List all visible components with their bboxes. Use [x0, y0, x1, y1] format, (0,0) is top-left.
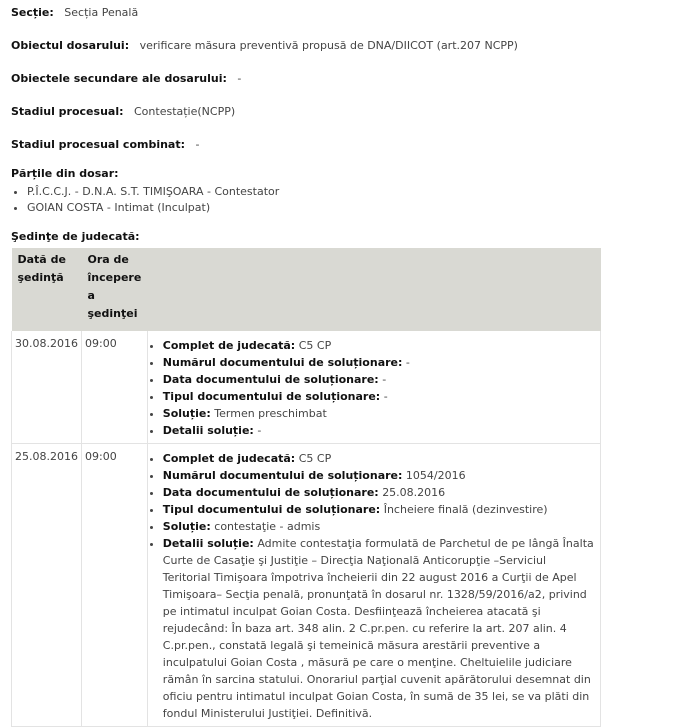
parti-list: [11, 184, 700, 216]
field-label: Obiectul dosarului:: [11, 39, 130, 52]
detail-item: [163, 501, 597, 518]
detail-item: [163, 484, 597, 501]
detail-label: Numărul documentului de soluționare:: [162, 356, 403, 369]
detail-label: Detalii soluție:: [162, 424, 254, 437]
detail-item: [163, 518, 597, 535]
detail-label: Data documentului de soluționare:: [162, 373, 379, 386]
detail-item: [163, 450, 597, 467]
detail-value: Termen preschimbat: [214, 407, 327, 420]
field-label: Stadiul procesual combinat:: [11, 138, 186, 151]
detail-value: -: [257, 424, 262, 437]
cell-data: 25.08.2016: [12, 444, 82, 727]
detail-item: [163, 371, 597, 388]
parti-section: [11, 167, 700, 216]
parte-item: • GOIAN COSTA - Intimat (Inculpat): [27, 200, 700, 216]
detail-label: Detalii soluție:: [162, 537, 254, 550]
details-list: [151, 450, 597, 722]
detail-item: [163, 354, 597, 371]
detail-value: Încheiere finală (dezinvestire): [383, 503, 548, 516]
field-obiecte-secundare: [11, 72, 700, 86]
field-value: Secția Penală: [64, 6, 139, 19]
parte-item: • P.Î.C.C.J. - D.N.A. S.T. TIMIŞOARA - Contestator: [27, 184, 700, 200]
detail-label: Complet de judecată:: [162, 452, 296, 465]
field-stadiul-procesual: [11, 105, 700, 119]
detail-item: [163, 337, 597, 354]
detail-label: Data documentului de soluționare:: [162, 486, 379, 499]
field-value: verificare măsura preventivă propusă de DNA/DIICOT (art.207 NCPP): [139, 39, 518, 52]
detail-label: Tipul documentului de soluționare:: [162, 503, 381, 516]
detail-item: [163, 405, 597, 422]
cell-details: [147, 331, 600, 444]
parti-label: Părțile din dosar:: [11, 167, 119, 180]
detail-label: Complet de judecată:: [162, 339, 296, 352]
cell-ora: 09:00: [82, 331, 148, 444]
detail-label: Tipul documentului de soluționare:: [162, 390, 381, 403]
field-value: Contestație(NCPP): [134, 105, 236, 118]
detail-label: Numărul documentului de soluționare:: [162, 469, 403, 482]
detail-item: [163, 535, 597, 722]
field-obiectul-dosarului: [11, 39, 700, 53]
cell-ora: 09:00: [82, 444, 148, 727]
header-details: [147, 248, 600, 331]
detail-value: Admite contestaţia formulată de Parchetul de pe lângă Înalta Curte de Casaţie şi Justiţie – Direcţia Naţională Anticorupţie –Serviciul Teritorial Timişoara împotriva încheierii din 22 august 2016 a Curţii de Apel Timişoara– Secţia penală, pronunţată în dosarul nr. 1328/59/2016/a2, privind pe intimatul inculpat Goian Costa. Desfiinţează încheierea atacată şi rejudecând: În baza art. 348 alin. 2 C.pr.pen. cu referire la art. 207 alin. 4 C.pr.pen., constată legală şi temeinică măsura arestării preventive a inculpatului Goian Costa , măsură pe care o menţine. Cheltuielile judiciare rămân în sarcina statului. Onorariul parţial cuvenit apărătorului desemnat din oficiu pentru intimatul inculpat Goian Costa, în sumă de 35 lei, se va plăti din fondul Ministerului Justiţiei. Definitivă.: [162, 537, 594, 720]
sedinte-table: [11, 248, 601, 727]
field-value: -: [237, 72, 242, 85]
field-label: Obiectele secundare ale dosarului:: [11, 72, 227, 85]
detail-item: [163, 467, 597, 484]
cell-data: 30.08.2016: [12, 331, 82, 444]
field-label: Stadiul procesual:: [11, 105, 124, 118]
sedinte-title: Şedinţe de judecată:: [11, 230, 140, 243]
header-ora-incepere: Ora de începere a şedinţei: [82, 248, 148, 331]
table-header-row: [12, 248, 601, 331]
detail-value: C5 CP: [298, 339, 332, 352]
cell-details: [147, 444, 600, 727]
header-data-sedinta: Dată de şedinţă: [12, 248, 82, 331]
detail-item: [163, 388, 597, 405]
table-row: [12, 331, 601, 444]
field-sectie: [11, 6, 700, 20]
detail-value: 1054/2016: [405, 469, 466, 482]
detail-label: Soluție:: [162, 520, 211, 533]
detail-item: [163, 422, 597, 439]
details-list: [151, 337, 597, 439]
field-value: -: [195, 138, 200, 151]
field-label: Secție:: [11, 6, 54, 19]
detail-value: -: [405, 356, 410, 369]
detail-label: Soluție:: [162, 407, 211, 420]
detail-value: -: [382, 373, 387, 386]
table-row: [12, 444, 601, 727]
detail-value: contestaţie - admis: [214, 520, 321, 533]
detail-value: -: [383, 390, 388, 403]
detail-value: C5 CP: [298, 452, 332, 465]
detail-value: 25.08.2016: [382, 486, 446, 499]
field-stadiul-procesual-combinat: [11, 138, 700, 152]
